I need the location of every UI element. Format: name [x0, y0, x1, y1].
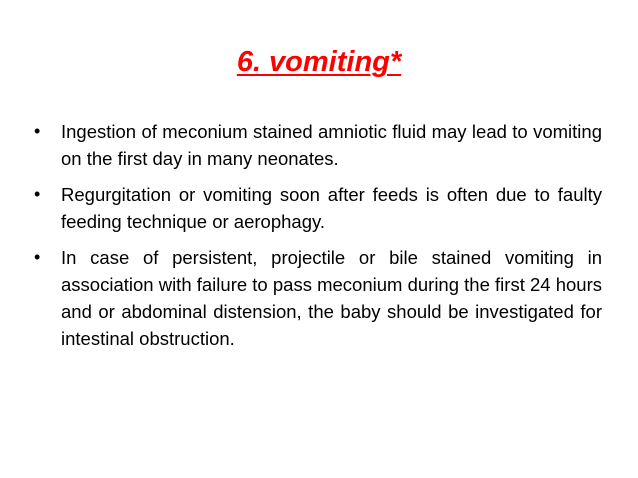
bullet-text: Regurgitation or vomiting soon after feeds is often due to faulty feeding technique or aerophagy. — [61, 184, 602, 232]
bullet-item — [34, 244, 602, 352]
bullet-icon: • — [34, 247, 41, 267]
bullet-item — [34, 118, 602, 172]
bullet-text: Ingestion of meconium stained amniotic fluid may lead to vomiting on the first day in many neonates. — [61, 121, 602, 169]
bullet-item — [34, 181, 602, 235]
bullet-icon: • — [34, 184, 41, 204]
bullet-text: In case of persistent, projectile or bile stained vomiting in association with failure to pass meconium during the first 24 hours and or abdominal distension, the baby should be investigated for intestinal obstruction. — [61, 247, 602, 349]
slide-title: 6. vomiting* — [236, 46, 402, 78]
bullet-icon: • — [34, 121, 41, 141]
bullet-list — [34, 118, 602, 361]
